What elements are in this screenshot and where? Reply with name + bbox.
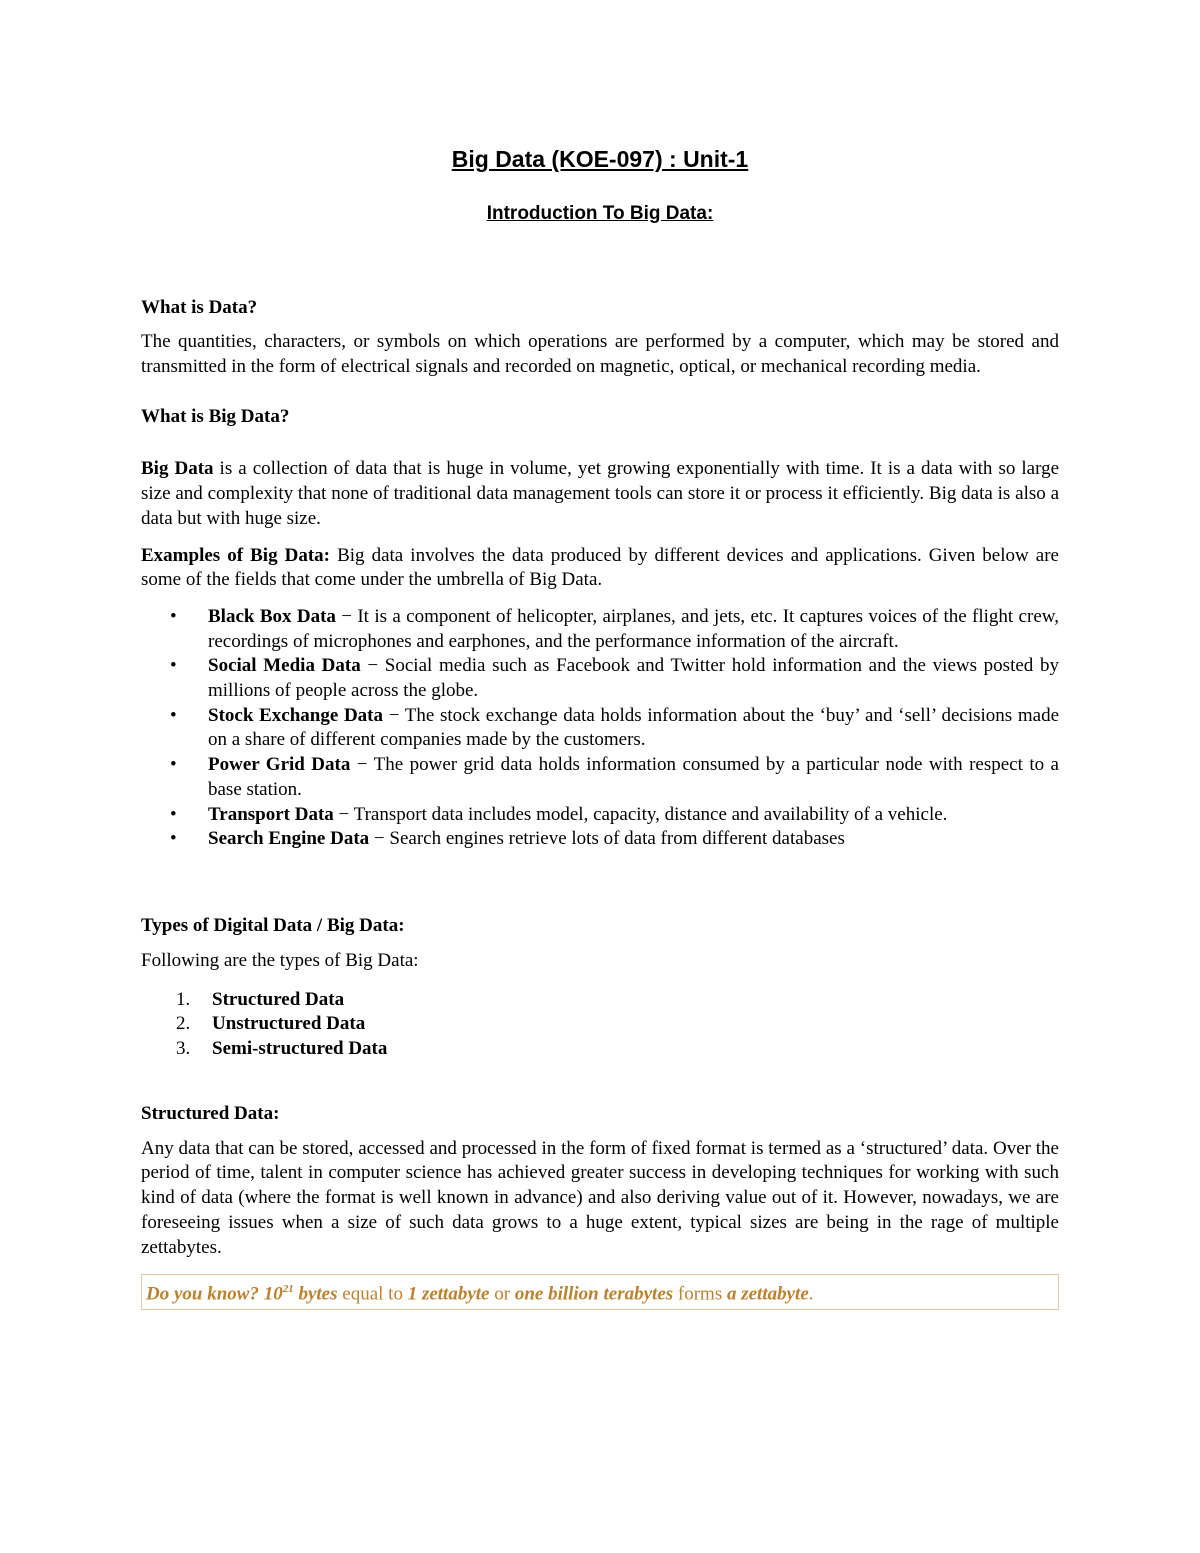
list-item [170,605,1059,654]
callout-exponent: 21 [282,1283,294,1296]
callout-billion-terabytes: one billion terabytes [514,1283,674,1305]
list-item-description: − Search engines retrieve lots of data from different databases [369,828,845,850]
types-heading: Types of Digital Data / Big Data: [141,914,405,936]
list-item [170,704,1059,753]
bullet-icon: • [170,803,177,825]
list-number: 1. [176,988,191,1010]
bullet-icon: • [170,828,177,850]
document-title: Big Data (KOE-097) : Unit-1 [451,146,749,172]
examples-list [141,605,1059,852]
list-item-term: Search Engine Data [208,828,370,850]
callout-equal-to: equal to [337,1283,408,1305]
list-item-description: − The power grid data holds information consumed by a particular node with respect to a base station. [208,754,1059,800]
list-item [170,803,1059,828]
what-is-big-data-heading: What is Big Data? [141,406,290,428]
list-item [176,1037,1059,1062]
examples-paragraph [141,544,1059,593]
structured-data-heading: Structured Data: [141,1102,280,1124]
list-item-description: − Transport data includes model, capacity, distance and availability of a vehicle. [333,803,948,825]
list-item [176,1012,1059,1037]
callout-prefix: Do you know? 10 [146,1283,283,1305]
callout-one-zettabyte: 1 zettabyte [407,1283,490,1305]
list-item-label: Structured Data [212,988,345,1010]
list-number: 2. [176,1013,191,1035]
list-item [170,654,1059,703]
callout-period: . [808,1283,814,1305]
types-list [141,988,1059,1062]
types-intro: Following are the types of Big Data: [141,949,419,971]
list-item-label: Semi-structured Data [212,1038,388,1060]
list-item [170,753,1059,802]
callout-a-zettabyte: a zettabyte [726,1283,809,1305]
examples-label: Examples of Big Data: [141,544,331,566]
callout-forms: forms [673,1283,727,1305]
list-item-term: Stock Exchange Data [208,704,383,726]
list-number: 3. [176,1038,191,1060]
document-body [141,296,1059,1310]
structured-data-paragraph: Any data that can be stored, accessed and processed in the form of fixed format is termed as a ‘structured’ data. Over the period of time, talent in computer science has achieved greater success in developing techniques for working with such kind of data (where the format is well known in advance) and also deriving value out of it. However, nowadays, we are foreseeing issues when a size of such data grows to a huge extent, typical sizes are being in the rage of multiple zettabytes. [141,1137,1059,1258]
list-item-description: − It is a component of helicopter, airplanes, and jets, etc. It captures voices of the flight crew, recordings of microphones and earphones, and the performance information of the aircraft. [208,605,1059,652]
list-item-term: Social Media Data [208,655,361,677]
big-data-definition-paragraph [141,457,1059,531]
bullet-icon: • [170,754,177,776]
list-item-label: Unstructured Data [212,1013,366,1035]
list-item-description: − Social media such as Facebook and Twitter hold information and the views posted by millions of people across the globe. [208,655,1059,702]
bullet-icon: • [170,605,177,627]
bullet-icon: • [170,655,177,677]
bullet-icon: • [170,704,177,726]
what-is-data-paragraph: The quantities, characters, or symbols on which operations are performed by a computer, which may be stored and transmitted in the form of electrical signals and recorded on magnetic, optical, or mechanical recording media. [141,331,1059,377]
callout-or: or [489,1283,515,1305]
list-item-term: Black Box Data [208,605,336,627]
list-item [170,827,1059,852]
list-item-term: Power Grid Data [208,754,351,776]
big-data-definition-text: is a collection of data that is huge in volume, yet growing exponentially with time. It is a data with so large size and complexity that none of traditional data management tools can store it or process it efficiently. Big data is also a data but with huge size. [141,458,1059,529]
did-you-know-callout [141,1274,1059,1309]
list-item-term: Transport Data [208,803,334,825]
examples-text: Big data involves the data produced by different devices and applications. Given below are some of the fields that come under the umbrella of Big Data. [141,544,1059,591]
callout-bytes: bytes [293,1283,338,1305]
big-data-term: Big Data [141,458,214,480]
what-is-data-heading: What is Data? [141,297,258,318]
document-subtitle: Introduction To Big Data: [486,203,714,224]
list-item [176,988,1059,1013]
list-item-description: − The stock exchange data holds information about the ‘buy’ and ‘sell’ decisions made on a share of different companies made by the customers. [208,704,1059,751]
